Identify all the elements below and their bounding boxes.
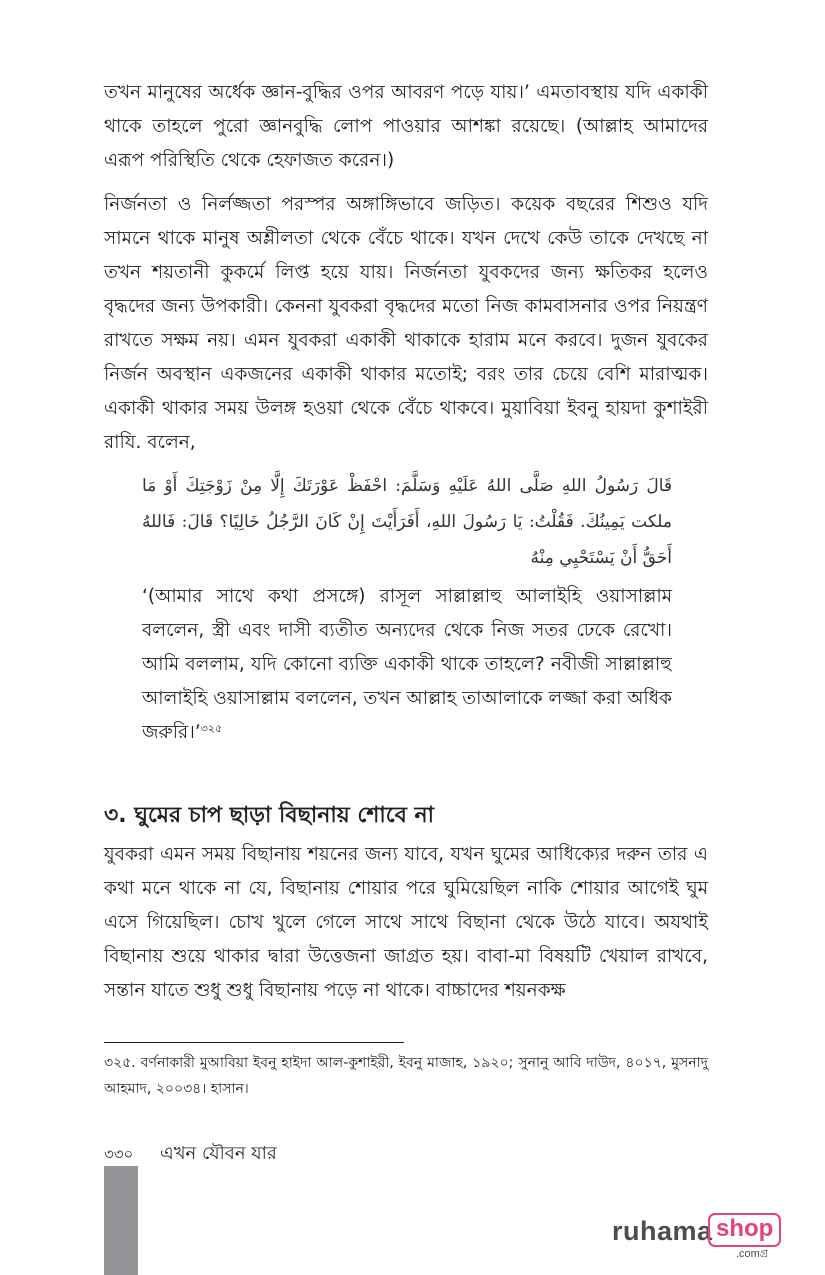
body-paragraph-2: নির্জনতা ও নির্লজ্জতা পরস্পর অঙ্গাঙ্গিভাবে জড়িত। কয়েক বছরের শিশুও যদি সামনে থাকে মানুষ অশ্লীলতা থেকে বেঁচে থাকে। যখন দেখে কেউ তাকে দেখছে না তখন শয়তানী কুকর্মে লিপ্ত হয়ে যায়। নির্জনতা যুবকদের জন্য ক্ষতিকর হলেও বৃদ্ধদের জন্য উপকারী। কেননা যুবকরা বৃদ্ধদের মতো নিজ কামবাসনার ওপর নিয়ন্ত্রণ রাখতে সক্ষম নয়। এমন যুবকরা একাকী থাকাকে হারাম মনে করবে। দুজন যুবকের নির্জন অবস্থান একজনের একাকী থাকার মতোই; বরং তার চেয়ে বেশি মারাত্মক। একাকী থাকার সময় উলঙ্গ হওয়া থেকে বেঁচে থাকবে। মুয়াবিয়া ইবনু হায়দা কুশাইরী রাযি. বলেন,	[104, 194, 708, 453]
quote-text: ‘(আমার সাথে কথা প্রসঙ্গে) রাসূল সাল্লাল্লাহু আলাইহি ওয়াসাল্লাম বললেন, স্ত্রী এবং দাসী ব্যতীত অন্যদের থেকে নিজ সতর ঢেকে রেখো। আমি বললাম, যদি কোনো ব্যক্তি একাকী থাকে তাহলে? নবীজী সাল্লাল্লাহু আলাইহি ওয়াসাল্লাম বললেন, তখন আল্লাহ তাআলাকে লজ্জা করা অধিক জরুরি।’	[142, 586, 672, 743]
page-edge-bar	[104, 1166, 138, 1275]
body-paragraph-1: তখন মানুষের অর্ধেক জ্ঞান-বুদ্ধির ওপর আবরণ পড়ে যায়।’ এমতাবস্থায় যদি একাকী থাকে তাহলে পুরো জ্ঞানবুদ্ধি লোপ পাওয়ার আশঙ্কা রয়েছে। (আল্লাহ আমাদের এরূপ পরিস্থিতি থেকে হেফাজত করেন।)	[104, 82, 708, 171]
running-title: এখন যৌবন যার	[160, 1143, 277, 1164]
arabic-hadith-text: قَالَ رَسُولُ اللهِ صَلَّى اللهُ عَلَيْهِ وَسَلَّمَ: احْفَظْ عَوْرَتَكَ إِلَّا مِنْ زَوْجَتِكَ أَوْ مَا ملكت يَمِينُكَ. فَقُلْتُ: يَا رَسُولَ اللهِ، أَفَرَأَيْتَ إِنْ كَانَ الرَّجُلُ خَالِيًا؟ قَالَ: فَاللهُ أَحَقُّ أَنْ يَسْتَحْيِي مِنْهُ	[142, 476, 672, 568]
logo-shop-badge: shop	[708, 1213, 781, 1247]
hadith-translation-quote	[142, 580, 672, 750]
page-number: ৩৩০	[104, 1145, 134, 1163]
footnote: ৩২৫. বর্ণনাকারী মুআবিয়া ইবনু হাইদা আল-কুশাইরী, ইবনু মাজাহ, ১৯২০; সুনানু আবি দাউদ, ৪০১৭, মুসনাদু আহমাদ, ২০০৩৪। হাসান।	[104, 1055, 708, 1097]
logo-com-text: .comগ্র	[736, 1248, 769, 1260]
ruhamashop-logo	[612, 1210, 782, 1260]
footnote-divider	[104, 1042, 404, 1043]
body-paragraph-3: যুবকরা এমন সময় বিছানায় শয়নের জন্য যাবে, যখন ঘুমের আধিক্যের দরুন তার এ কথা মনে থাকে না যে, বিছানায় শোয়ার পরে ঘুমিয়েছিল নাকি শোয়ার আগেই ঘুম এসে গিয়েছিল। চোখ খুলে গেলে সাথে সাথে বিছানা থেকে উঠে যাবে। অযথাই বিছানায় শুয়ে থাকার দ্বারা উত্তেজনা জাগ্রত হয়। বাবা-মা বিষয়টি খেয়াল রাখবে, সন্তান যাতে শুধু শুধু বিছানায় পড়ে না থাকে। বাচ্চাদের শয়নকক্ষ	[104, 844, 708, 1001]
section-heading: ৩. ঘুমের চাপ ছাড়া বিছানায় শোবে না	[104, 803, 434, 828]
logo-ruhama-text: ruhama	[612, 1216, 713, 1246]
footnote-reference[interactable]: ৩২৫	[200, 722, 223, 735]
